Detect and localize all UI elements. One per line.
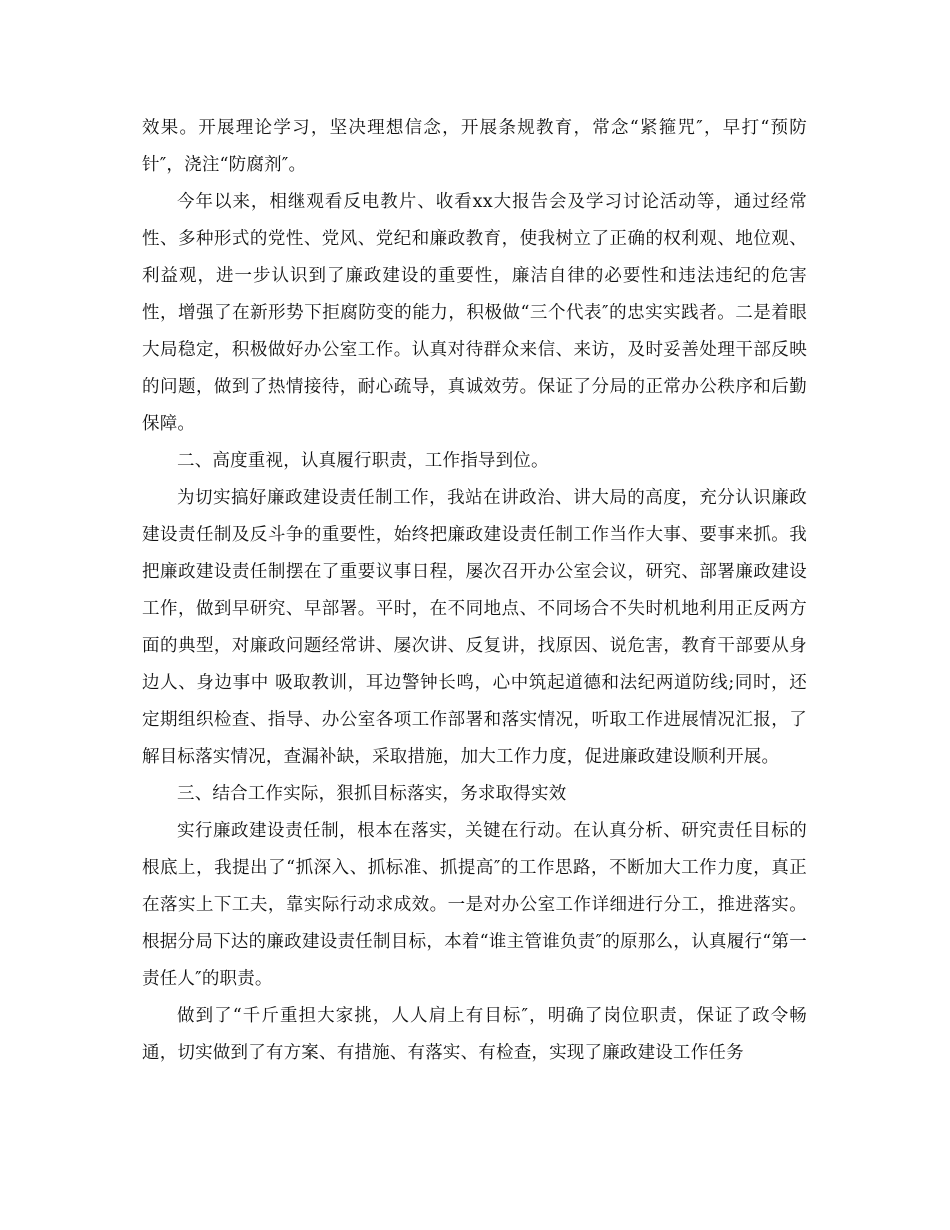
paragraph: 实行廉政建设责任制，根本在落实，关键在行动。在认真分析、研究责任目标的根底上，我提出了“抓深入、抓标准、抓提高″的工作思路，不断加大工作力度，真正在落实上下工夫，靠实际行动求成效。一是对办公室工作详细进行分工，推进落实。根据分局下达的廉政建设责任制目标，本着“谁主管谁负责″的原那么，认真履行“第一责任人″的职责。 [142,821,807,989]
section-heading: 三、结合工作实际，狠抓目标落实，务求取得实效 [177,784,567,804]
paragraph: 为切实搞好廉政建设责任制工作，我站在讲政治、讲大局的高度，充分认识廉政建设责任制及反斗争的重要性，始终把廉政建设责任制工作当作大事、要事来抓。我把廉政建设责任制摆在了重要议事日程，屡次召开办公室会议，研究、部署廉政建设工作，做到早研究、早部署。平时，在不同地点、不同场合不失时机地利用正反两方面的典型，对廉政问题经常讲、屡次讲、反复讲，找原因、说危害，教育干部要从身边人、身边事中 吸取教训，耳边警钟长鸣，心中筑起道德和法纪两道防线;同时，还定期组织检查、指导、办公室各项工作部署和落实情况，听取工作进展情况汇报，了解目标落实情况，查漏补缺，采取措施，加大工作力度，促进廉政建设顺利开展。 [142,488,807,767]
paragraph: 今年以来，相继观看反电教片、收看xx大报告会及学习讨论活动等，通过经常性、多种形式的党性、党风、党纪和廉政教育，使我树立了正确的权利观、地位观、利益观，进一步认识到了廉政建设的重要性，廉洁自律的必要性和违法违纪的危害性，增强了在新形势下拒腐防变的能力，积极做“三个代表″的忠实实践者。二是着眼大局稳定，积极做好办公室工作。认真对待群众来信、来访，及时妥善处理干部反映的问题，做到了热情接待，耐心疏导，真诚效劳。保证了分局的正常办公秩序和后勤保障。 [142,192,807,434]
section-heading: 二、高度重视，认真履行职责，工作指导到位。 [177,451,549,471]
paragraph: 效果。开展理论学习，坚决理想信念，开展条规教育，常念“紧箍咒″，早打“预防针″，浇注“防腐剂″。 [142,118,807,175]
document-body [142,110,807,1072]
paragraph: 做到了“千斤重担大家挑，人人肩上有目标″，明确了岗位职责，保证了政令畅通，切实做到了有方案、有措施、有落实、有检查，实现了廉政建设工作任务 [142,1006,807,1063]
